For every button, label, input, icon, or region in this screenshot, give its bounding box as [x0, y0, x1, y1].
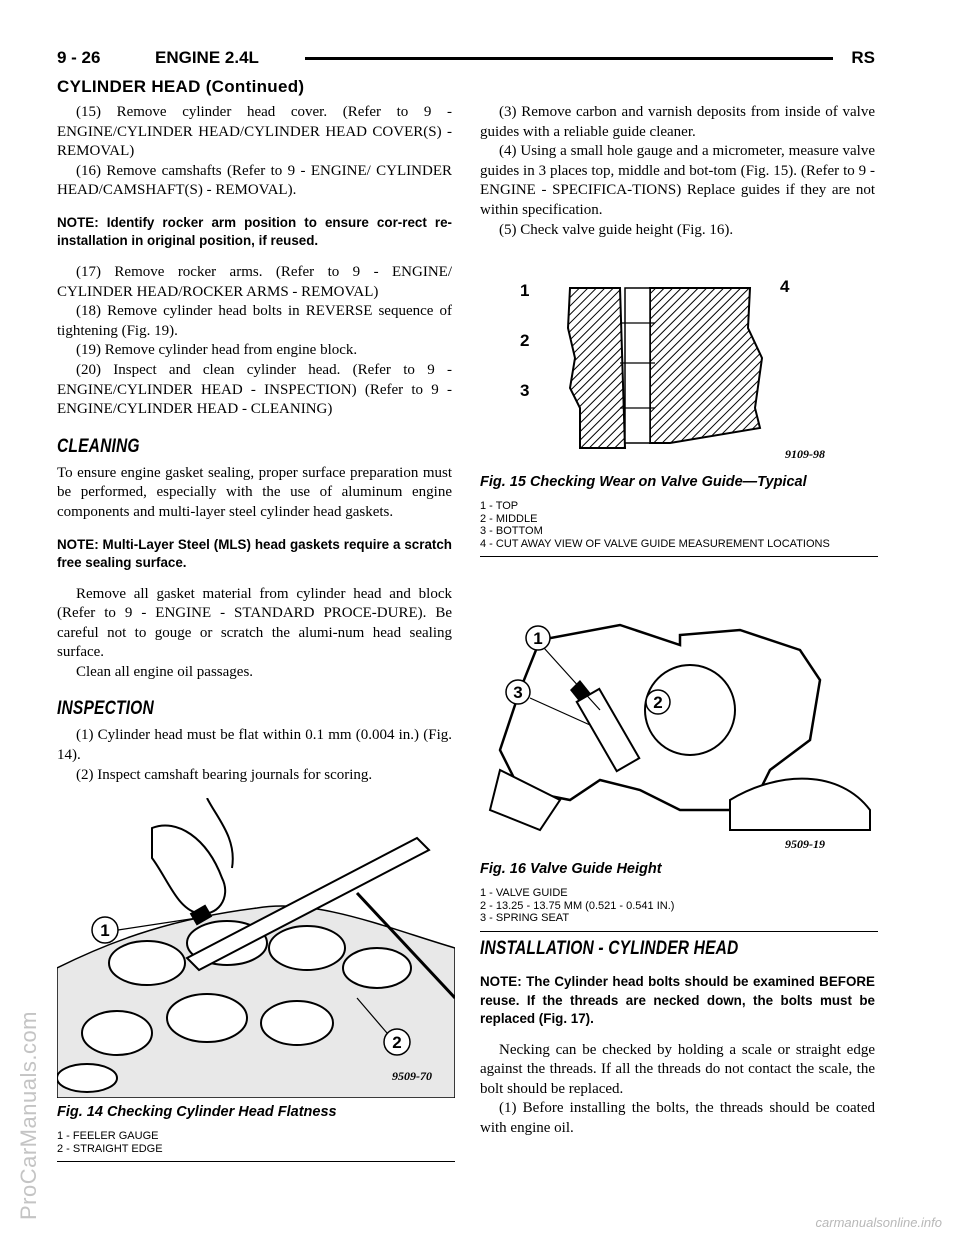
- fig16-legend-2: 2 - 13.25 - 13.75 MM (0.521 - 0.541 IN.): [480, 899, 675, 912]
- right-column: [480, 103, 875, 240]
- side-watermark: ProCarManuals.com: [16, 1010, 41, 1220]
- fig16-caption: Fig. 16 Valve Guide Height: [480, 861, 662, 877]
- installation-heading: INSTALLATION - CYLINDER HEAD: [480, 938, 739, 959]
- figure-14: [57, 798, 455, 1162]
- fig16-legend: [480, 887, 878, 925]
- page-number: 9 - 26: [57, 48, 101, 67]
- fig15-callout-3: 3: [520, 381, 530, 400]
- step-18: (18) Remove cylinder head bolts in REVERSE sequence of tightening (Fig. 19).: [57, 303, 452, 339]
- note-rocker-arm: NOTE: Identify rocker arm position to ensure cor-rect re-installation in original position, if reused.: [57, 214, 452, 249]
- fig14-code: 9509-70: [392, 1069, 432, 1083]
- note-head-bolts: NOTE: The Cylinder head bolts should be examined BEFORE reuse. If the threads are necked down, the bolts must be replaced (Fig. 17).: [480, 974, 875, 1026]
- installation-section: [480, 938, 875, 1138]
- fig15-rule: [480, 556, 878, 557]
- fig15-legend-4: 4 - CUT AWAY VIEW OF VALVE GUIDE MEASUREMENT LOCATIONS: [480, 537, 830, 550]
- note-mls-gasket: NOTE: Multi-Layer Steel (MLS) head gaskets require a scratch free sealing surface.: [57, 536, 452, 570]
- step-16: (16) Remove camshafts (Refer to 9 - ENGINE/ CYLINDER HEAD/CAMSHAFT(S) - REMOVAL).: [57, 162, 452, 199]
- fig15-callout-1: 1: [520, 281, 530, 300]
- fig16-legend-3: 3 - SPRING SEAT: [480, 912, 570, 924]
- fig14-callout-1: 1: [100, 921, 110, 940]
- fig16-code: 9509-19: [785, 837, 825, 851]
- step-20: (20) Inspect and clean cylinder head. (Refer to 9 - ENGINE/CYLINDER HEAD - INSPECTION) (Refer to 9 - ENGINE/CYLINDER HEAD - CLEANING): [57, 361, 452, 418]
- left-column: [57, 103, 452, 785]
- fig15-legend: [480, 500, 878, 550]
- remove-gasket-paragraph: Remove all gasket material from cylinder head and block (Refer to 9 - ENGINE - STANDARD PROCE-DURE). Be careful not to gouge or scratch the alumi-num head sealing surface.: [57, 585, 452, 661]
- cleaning-paragraph: To ensure engine gasket sealing, proper surface preparation must be performed, especially with the use of aluminum engine components and multi-layer steel cylinder head gaskets.: [57, 464, 452, 520]
- fig15-code: 9109-98: [785, 447, 825, 461]
- figure-15: [480, 268, 878, 557]
- fig15-legend-3: 3 - BOTTOM: [480, 525, 543, 537]
- inspection-step-3: (3) Remove carbon and varnish deposits from inside of valve guides with a reliable guide cleaner.: [480, 104, 875, 140]
- fig16-callout-3: 3: [513, 683, 523, 702]
- fig15-callout-4: 4: [780, 277, 790, 296]
- fig14-legend-2: 2 - STRAIGHT EDGE: [57, 1142, 163, 1155]
- inspection-heading: INSPECTION: [57, 698, 154, 720]
- valve-guide-wear-illustration: [480, 268, 878, 468]
- fig15-legend-2: 2 - MIDDLE: [480, 512, 538, 525]
- fig14-legend-1: 1 - FEELER GAUGE: [57, 1130, 159, 1142]
- section-title: ENGINE 2.4L: [155, 48, 259, 67]
- cleaning-heading: CLEANING: [57, 435, 140, 457]
- header-rule: [305, 57, 833, 60]
- fig15-legend-1: 1 - TOP: [480, 500, 519, 512]
- fig14-caption: Fig. 14 Checking Cylinder Head Flatness: [57, 1104, 337, 1120]
- cylinder-head-flatness-illustration: [57, 798, 455, 1098]
- install-step-1: (1) Before installing the bolts, the threads should be coated with engine oil.: [480, 1100, 875, 1136]
- valve-guide-height-illustration: [480, 590, 878, 855]
- fig14-callout-2: 2: [392, 1033, 402, 1052]
- fig14-legend: [57, 1130, 455, 1155]
- continued-title: CYLINDER HEAD (Continued): [57, 77, 305, 96]
- figure-16: [480, 590, 878, 932]
- clean-oil-paragraph: Clean all engine oil passages.: [76, 663, 254, 680]
- step-15: (15) Remove cylinder head cover. (Refer to 9 - ENGINE/CYLINDER HEAD/CYLINDER HEAD COVER(S) - REMOVAL): [57, 104, 452, 160]
- fig16-callout-1: 1: [533, 629, 543, 648]
- necking-paragraph: Necking can be checked by holding a scale or straight edge against the threads. If all the threads do not contact the scale, the bolt should be replaced.: [480, 1041, 875, 1097]
- fig16-rule: [480, 931, 878, 932]
- fig14-rule: [57, 1161, 455, 1162]
- inspection-step-5: (5) Check valve guide height (Fig. 16).: [499, 221, 734, 238]
- inspection-step-1: (1) Cylinder head must be flat within 0.1 mm (0.004 in.) (Fig. 14).: [57, 727, 452, 764]
- model-code: RS: [851, 48, 875, 67]
- page-header: [57, 46, 875, 70]
- fig16-legend-1: 1 - VALVE GUIDE: [480, 887, 568, 899]
- footer-watermark: carmanualsonline.info: [815, 1215, 942, 1230]
- fig15-caption: Fig. 15 Checking Wear on Valve Guide—Typical: [480, 474, 807, 490]
- inspection-step-2: (2) Inspect camshaft bearing journals for scoring.: [76, 766, 373, 783]
- fig15-callout-2: 2: [520, 331, 530, 350]
- step-19: (19) Remove cylinder head from engine block.: [76, 342, 358, 359]
- step-17: (17) Remove rocker arms. (Refer to 9 - ENGINE/ CYLINDER HEAD/ROCKER ARMS - REMOVAL): [57, 263, 452, 300]
- fig16-callout-2: 2: [653, 693, 663, 712]
- inspection-step-4: (4) Using a small hole gauge and a micrometer, measure valve guides in 3 places top, middle and bot-tom (Fig. 15). (Refer to 9 - ENGINE - SPECIFICA-TIONS) Replace guides if they are not within specification.: [480, 143, 875, 218]
